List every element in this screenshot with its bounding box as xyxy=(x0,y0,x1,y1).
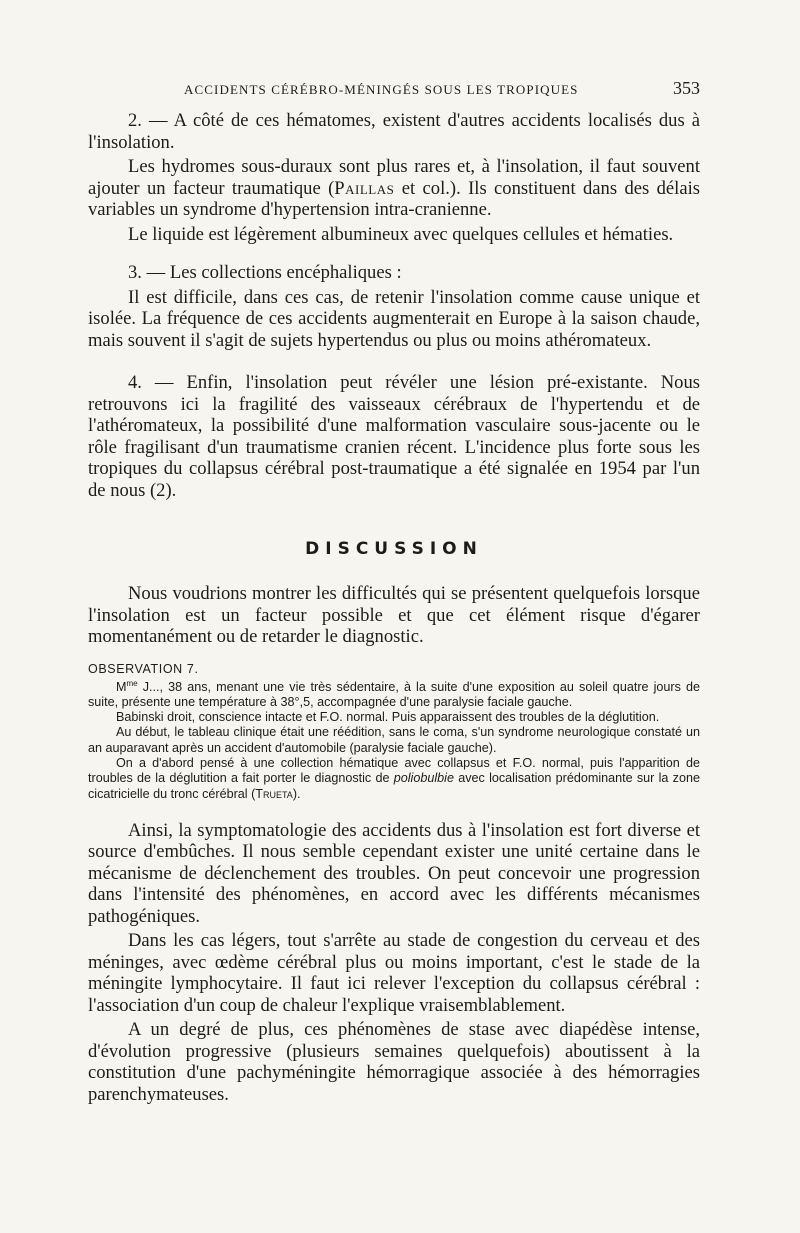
running-title: ACCIDENTS CÉRÉBRO-MÉNINGÉS SOUS LES TROPIQUES xyxy=(184,82,579,97)
paragraph-hydromes xyxy=(88,156,700,221)
author-trueta: Trueta xyxy=(255,786,293,801)
observation-paragraph-4-text-a: On a d'abord pensé à une collection hématique avec collapsus et F.O. normal, puis l'apparition de troubles de la déglutition a fait porter le diagnostic de xyxy=(88,755,700,786)
observation-mme: M xyxy=(116,679,127,694)
paragraph-hematomes: 2. — A côté de ces hématomes, existent d'autres accidents localisés dus à l'insolation. xyxy=(88,110,700,153)
observation-paragraph-4-text-b: avec localisation prédominante sur la zone cicatricielle du tronc cérébral ( xyxy=(88,771,700,801)
discussion-heading: DISCUSSION xyxy=(305,539,483,559)
paragraph-collections-title: 3. — Les collections encéphaliques : xyxy=(128,262,402,283)
page-number: 353 xyxy=(673,78,700,98)
paragraph-hydromes-text-b: et col.). Ils constituent dans des délais variables un syndrome d'hypertension intra-cranienne. xyxy=(88,177,700,220)
conclusion-paragraph-3: A un degré de plus, ces phénomènes de stase avec diapédèse intense, d'évolution progressive (plusieurs semaines quelquefois) aboutissent à la constitution d'une pachyméningite hémorragique associée à des hémorragies parenchymateuses. xyxy=(88,1019,700,1105)
paragraph-collections: Il est difficile, dans ces cas, de retenir l'insolation comme cause unique et isolée. La fréquence de ces accidents augmenterait en Europe à la saison chaude, mais souvent il s'agit de sujets hypertendus ou plus ou moins athéromateux. xyxy=(88,286,700,351)
conclusion-paragraph-1: Ainsi, la symptomatologie des accidents dus à l'insolation est fort diverse et source d'embûches. Il nous semble cependant exister une unité certaine dans le mécanisme de déclenchement des troubles. On peut concevoir une progression dans l'intensité des phénomènes, en accord avec les différents mécanismes pathogéniques. xyxy=(88,819,700,927)
observation-paragraph-3: Au début, le tableau clinique était une réédition, sans le coma, s'un syndrome neurologique constaté un an auparavant après un accident d'automobile (paralysie faciale gauche). xyxy=(88,725,700,755)
observation-paragraph-1 xyxy=(88,680,700,711)
observation-paragraph-1-text: J..., 38 ans, menant une vie très sédentaire, à la suite d'une exposition au soleil quatre jours de suite, présente une température à 38°,5, accompagnée d'une paralysie faciale gauche. xyxy=(88,679,700,709)
observation-paragraph-4-text-c: ). xyxy=(292,786,301,801)
observation-mme-sup: me xyxy=(126,678,138,688)
observation-label: OBSERVATION 7. xyxy=(88,661,199,676)
paragraph-hydromes-text-a: Les hydromes sous-duraux sont plus rares et, à l'insolation, il faut souvent ajouter un facteur traumatique ( xyxy=(88,156,700,199)
paragraph-lesion-preexistante: 4. — Enfin, l'insolation peut révéler une lésion pré-existante. Nous retrouvons ici la fragilité des vaisseaux cérébraux de l'hypertendu et de l'athéromateux, la possibilité d'une malformation vasculaire sous-jacente ou le rôle fragilisant d'un traumatisme cranien récent. L'incidence plus forte sous les tropiques du collapsus cérébral post-traumatique a été signalée en 1954 par l'un de nous (2). xyxy=(88,372,700,501)
poliobulbie-term: poliobulbie xyxy=(393,771,454,786)
conclusion-paragraph-2: Dans les cas légers, tout s'arrête au stade de congestion du cerveau et des méninges, avec œdème cérébral plus ou moins important, c'est le stade de la méningite lymphocytaire. Il faut ici relever l'exception du collapsus cérébral : l'association d'un coup de chaleur l'explique vraisemblablement. xyxy=(88,930,700,1016)
author-paillas: Paillas xyxy=(334,177,395,199)
discussion-intro: Nous voudrions montrer les difficultés qui se présentent quelquefois lorsque l'insolation est un facteur possible et que cet élément risque d'égarer momentanément ou de retarder le diagnostic. xyxy=(88,583,700,647)
observation-paragraph-2: Babinski droit, conscience intacte et F.O. normal. Puis apparaissent des troubles de la déglutition. xyxy=(116,710,660,725)
paragraph-liquide: Le liquide est légèrement albumineux avec quelques cellules et hématies. xyxy=(128,223,674,245)
running-header xyxy=(88,78,700,110)
observation-paragraph-4 xyxy=(88,756,700,802)
